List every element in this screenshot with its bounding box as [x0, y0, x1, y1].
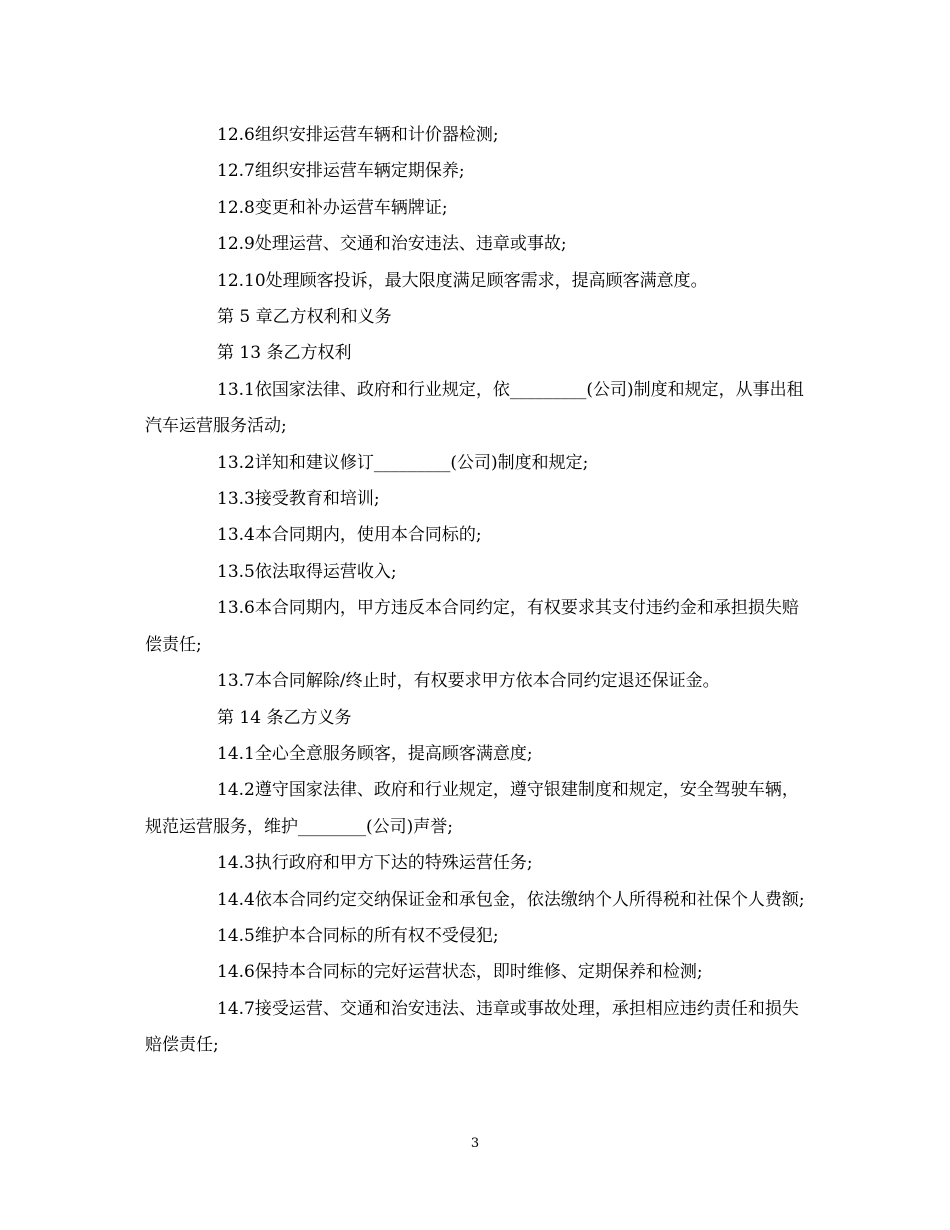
- clause-13-5: [145, 554, 810, 590]
- clause-text: 本合同期内，使用本合同标的;: [254, 525, 482, 546]
- article-13-heading: [145, 335, 810, 371]
- clause-14-6: [145, 954, 810, 990]
- clause-text: 依本合同约定交纳保证金和承包金，依法缴纳个人所得税和社保个人费额;: [254, 889, 805, 910]
- clause-number: 13.7: [217, 671, 255, 692]
- article-title: 乙方义务: [283, 707, 352, 728]
- clause-12-9: [145, 226, 810, 262]
- clause-text: 处理运营、交通和治安违法、违章或事故;: [254, 234, 567, 255]
- clause-number: 14.4: [217, 889, 255, 910]
- chapter-5-heading: [145, 299, 810, 335]
- clause-number: 14.2: [217, 780, 255, 801]
- clause-text: 全心全意服务顾客，提高顾客满意度;: [254, 743, 533, 764]
- clause-number: 12.8: [217, 197, 255, 218]
- clause-number: 14.7: [217, 998, 255, 1019]
- clause-text: 遵守国家法律、政府和行业规定，遵守银建制度和规定，安全驾驶车辆，规范运营服务，维护________(公司)声誉;: [145, 780, 799, 837]
- clause-number: 12.6: [217, 125, 255, 145]
- clause-text: 本合同期内，甲方违反本合同约定，有权要求其支付违约金和承担损失赔偿责任;: [145, 598, 799, 655]
- clause-number: 13.4: [217, 525, 255, 546]
- clause-number: 13.6: [217, 598, 255, 619]
- chapter-title: 乙方权利和义务: [272, 307, 392, 328]
- clause-text: 接受教育和培训;: [254, 489, 380, 510]
- clause-number: 12.7: [217, 161, 255, 182]
- article-number: 第 14 条: [217, 707, 284, 728]
- clause-text: 本合同解除/终止时，有权要求甲方依本合同约定退还保证金。: [254, 671, 720, 692]
- clause-13-1: [145, 372, 810, 445]
- clause-text: 接受运营、交通和治安违法、违章或事故处理，承担相应违约责任和损失赔偿责任;: [145, 998, 799, 1056]
- clause-text: 处理顾客投诉，最大限度满足顾客需求，提高顾客满意度。: [265, 270, 708, 291]
- clause-13-7: [145, 663, 810, 699]
- article-title: 乙方权利: [283, 343, 352, 364]
- clause-text: 依国家法律、政府和行业规定，依_________(公司)制度和规定，从事出租汽车运营服务活动;: [145, 379, 804, 437]
- clause-text: 依法取得运营收入;: [254, 561, 397, 582]
- clause-number: 13.5: [217, 561, 255, 582]
- clause-number: 13.3: [217, 489, 255, 510]
- clause-text: 维护本合同标的所有权不受侵犯;: [254, 925, 499, 946]
- clause-12-8: [145, 190, 810, 226]
- clause-text: 变更和补办运营车辆牌证;: [254, 197, 448, 218]
- clause-number: 14.1: [217, 743, 255, 764]
- clause-text: 组织安排运营车辆和计价器检测;: [254, 125, 499, 145]
- article-number: 第 13 条: [217, 343, 284, 364]
- clause-text: 保持本合同标的完好运营状态，即时维修、定期保养和检测;: [254, 962, 703, 983]
- clause-text: 详知和建议修订_________(公司)制度和规定;: [254, 452, 589, 473]
- clause-12-7: [145, 153, 810, 189]
- page-number: 3: [470, 1136, 480, 1151]
- clause-14-2: [145, 772, 810, 845]
- clause-number: 13.1: [217, 379, 255, 400]
- clause-14-4: [145, 882, 810, 918]
- clause-13-4: [145, 517, 810, 553]
- clause-number: 14.6: [217, 962, 255, 983]
- clause-12-6: [145, 117, 810, 153]
- clause-14-1: [145, 736, 810, 772]
- clause-13-2: [145, 445, 810, 481]
- clause-14-7: [145, 991, 810, 1064]
- clause-text: 执行政府和甲方下达的特殊运营任务;: [254, 853, 533, 874]
- clause-number: 14.5: [217, 925, 255, 946]
- clause-12-10: [145, 263, 810, 299]
- chapter-number: 第 5 章: [217, 307, 273, 328]
- clause-13-6: [145, 590, 810, 663]
- clause-13-3: [145, 481, 810, 517]
- article-14-heading: [145, 700, 810, 736]
- clause-number: 13.2: [217, 452, 255, 473]
- clause-14-3: [145, 845, 810, 881]
- clause-text: 组织安排运营车辆定期保养;: [254, 161, 465, 182]
- clause-number: 14.3: [217, 853, 255, 874]
- clause-14-5: [145, 918, 810, 954]
- clause-number: 12.9: [217, 234, 255, 255]
- document-body: [145, 117, 810, 1064]
- clause-number: 12.10: [217, 270, 266, 291]
